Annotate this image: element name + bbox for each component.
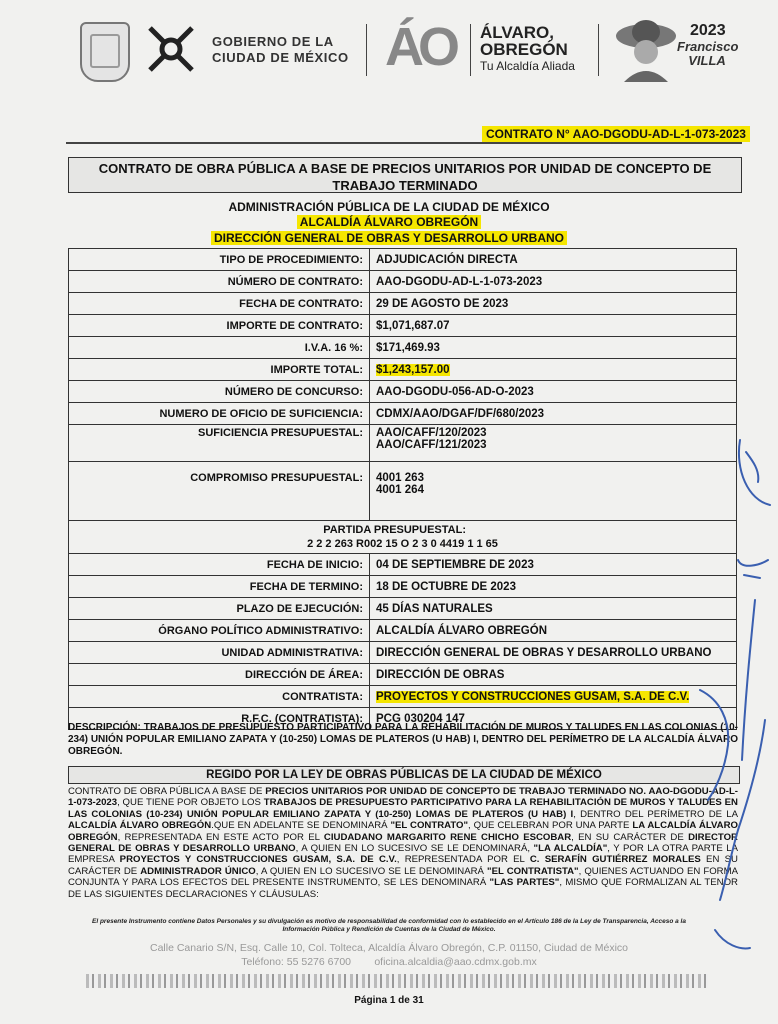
row-label: NÚMERO DE CONCURSO: <box>69 381 370 403</box>
table-row <box>69 381 737 403</box>
row-value: 04 DE SEPTIEMBRE DE 2023 <box>370 554 737 576</box>
header-divider <box>598 24 599 76</box>
contract-data-table <box>68 248 737 730</box>
row-value-line: AAO/CAFF/121/2023 <box>376 439 487 451</box>
villa-line1: Francisco <box>677 39 739 54</box>
row-label: IMPORTE TOTAL: <box>69 359 370 381</box>
table-row <box>69 598 737 620</box>
row-value: 45 DÍAS NATURALES <box>370 598 737 620</box>
table-row <box>69 642 737 664</box>
row-label: FECHA DE INICIO: <box>69 554 370 576</box>
admin-line3: DIRECCIÓN GENERAL DE OBRAS Y DESARROLLO URBANO <box>0 231 778 245</box>
contract-title: CONTRATO DE OBRA PÚBLICA A BASE DE PRECIOS UNITARIOS POR UNIDAD DE CONCEPTO DE TRABAJO TERMINADO <box>68 157 742 193</box>
total-amount: $1,243,157.00 <box>376 363 450 376</box>
regido-banner: REGIDO POR LA LEY DE OBRAS PÚBLICAS DE LA CIUDAD DE MÉXICO <box>68 766 740 784</box>
cdmx-emblem-icon <box>142 20 200 78</box>
row-label: DIRECCIÓN DE ÁREA: <box>69 664 370 686</box>
row-label: NUMERO DE OFICIO DE SUFICIENCIA: <box>69 403 370 425</box>
ao-wordmark <box>480 24 575 75</box>
row-value <box>370 359 737 381</box>
header-divider <box>470 24 471 76</box>
row-value: 18 DE OCTUBRE DE 2023 <box>370 576 737 598</box>
row-label: PARTIDA PRESUPUESTAL: <box>323 524 466 536</box>
villa-line2: VILLA <box>688 53 726 68</box>
row-value: 2 2 2 263 R002 15 O 2 3 0 4419 1 1 65 <box>307 538 498 550</box>
row-label: ÓRGANO POLÍTICO ADMINISTRATIVO: <box>69 620 370 642</box>
row-value: CDMX/AAO/DGAF/DF/680/2023 <box>370 403 737 425</box>
row-label: SUFICIENCIA PRESUPUESTAL: <box>69 425 370 462</box>
contractor-name: PROYECTOS Y CONSTRUCCIONES GUSAM, S.A. DE C.V. <box>376 690 690 703</box>
row-label: PLAZO DE EJECUCIÓN: <box>69 598 370 620</box>
gov-line1: GOBIERNO DE LA <box>212 34 334 49</box>
table-row <box>69 664 737 686</box>
row-value: ALCALDÍA ÁLVARO OBREGÓN <box>370 620 737 642</box>
contract-number: CONTRATO N° AAO-DGODU-AD-L-1-073-2023 <box>482 126 750 142</box>
row-value: $171,469.93 <box>370 337 737 359</box>
gov-line2: CIUDAD DE MÉXICO <box>212 50 349 65</box>
row-label: NÚMERO DE CONTRATO: <box>69 271 370 293</box>
privacy-footnote: El presente Instrumento contiene Datos Personales y su divulgación es motivo de responsabilidad de conformidad con lo establecido en el Artículo 186 de la Ley de Transparencia, Acceso a la Información Pública y Rendición de Cuentas de la Ciudad de México. <box>92 918 686 933</box>
description: DESCRIPCIÓN: TRABAJOS DE PRESUPUESTO PARTICIPATIVO PARA LA REHABILITACIÓN DE MUROS Y TALUDES EN LAS COLONIAS (10-234) UNIÓN POPULAR EMILIANO ZAPATA Y (10-250) LOMAS DE PLATEROS (U HAB) I, DENTRO DEL PERÍMETRO DE LA ALCALDÍA ÁLVARO OBREGÓN. <box>68 722 738 757</box>
row-label: IMPORTE DE CONTRATO: <box>69 315 370 337</box>
row-value: AAO-DGODU-056-AD-O-2023 <box>370 381 737 403</box>
row-value: DIRECCIÓN DE OBRAS <box>370 664 737 686</box>
row-value-line: AAO/CAFF/120/2023 <box>376 427 487 439</box>
header-rule <box>66 142 742 144</box>
table-row <box>69 293 737 315</box>
row-value: PCG 030204 147 <box>370 708 737 730</box>
row-label: I.V.A. 16 %: <box>69 337 370 359</box>
ao-tagline: Tu Alcaldía Aliada <box>480 59 575 73</box>
table-row <box>69 521 737 554</box>
row-value: DIRECCIÓN GENERAL DE OBRAS Y DESARROLLO URBANO <box>370 642 737 664</box>
row-value <box>370 686 737 708</box>
page-number: Página 1 de 31 <box>354 995 424 1006</box>
row-value: ADJUDICACIÓN DIRECTA <box>370 249 737 271</box>
table-row <box>69 359 737 381</box>
table-row <box>69 249 737 271</box>
gov-cdmx-text <box>212 34 349 66</box>
row-label: CONTRATISTA: <box>69 686 370 708</box>
admin-line1: ADMINISTRACIÓN PÚBLICA DE LA CIUDAD DE MÉXICO <box>228 200 550 214</box>
table-row <box>69 403 737 425</box>
villa-year: 2023 <box>690 22 726 39</box>
row-value-line: 4001 264 <box>376 484 424 496</box>
ao-logo: ÁO <box>385 17 454 77</box>
row-value <box>370 462 737 521</box>
table-row <box>69 576 737 598</box>
table-row <box>69 686 737 708</box>
address-line: Calle Canario S/N, Esq. Calle 10, Col. Tolteca, Alcaldía Álvaro Obregón, C.P. 01150, Ciudad de México <box>149 942 628 954</box>
row-value-line: 4001 263 <box>376 472 424 484</box>
contact-line: Teléfono: 55 5276 6700 oficina.alcaldia@aao.cdmx.gob.mx <box>241 956 537 968</box>
table-row <box>69 620 737 642</box>
table-row <box>69 425 737 462</box>
table-row <box>69 337 737 359</box>
row-label: FECHA DE TERMINO: <box>69 576 370 598</box>
table-row <box>69 315 737 337</box>
row-label: FECHA DE CONTRATO: <box>69 293 370 315</box>
admin-line2: ALCALDÍA ÁLVARO OBREGÓN <box>0 215 778 229</box>
row-label: COMPROMISO PRESUPUESTAL: <box>69 462 370 521</box>
ao-line1: ÁLVARO, <box>480 23 554 42</box>
partida-cell <box>69 521 737 554</box>
row-label: TIPO DE PROCEDIMIENTO: <box>69 249 370 271</box>
ao-line2: OBREGÓN <box>480 40 568 59</box>
table-row <box>69 554 737 576</box>
row-value: AAO-DGODU-AD-L-1-073-2023 <box>370 271 737 293</box>
villa-name <box>677 40 737 68</box>
row-label: R.F.C. (CONTRATISTA): <box>69 708 370 730</box>
row-label: UNIDAD ADMINISTRATIVA: <box>69 642 370 664</box>
table-row <box>69 462 737 521</box>
row-value: $1,071,687.07 <box>370 315 737 337</box>
decorative-pattern-bar <box>86 974 708 988</box>
cdmx-shield-icon <box>80 22 130 82</box>
header-divider <box>366 24 367 76</box>
contract-preamble: CONTRATO DE OBRA PÚBLICA A BASE DE PRECIOS UNITARIOS POR UNIDAD DE CONCEPTO DE TRABAJO TERMINADO NO. AAO-DGODU-AD-L-1-073-2023, QUE TIENE POR OBJETO LOS TRABAJOS DE PRESUPUESTO PARTICIPATIVO PARA LA REHABILITACIÓN DE MUROS Y TALUDES EN LAS COLONIAS (10-234) UNIÓN POPULAR EMILIANO ZAPATA Y (10-250) LOMAS DE PLATEROS (U HAB) I, DENTRO DEL PERÍMETRO DE LA ALCALDÍA ÁLVARO OBREGÓN.QUE EN ADELANTE SE DENOMINARÁ "EL CONTRATO", QUE CELEBRAN POR UNA PARTE LA ALCALDÍA ÁLVARO OBREGÓN, REPRESENTADA EN ESTE ACTO POR EL CIUDADANO MARGARITO RENE CHICHO ESCOBAR, EN SU CARÁCTER DE DIRECTOR GENERAL DE OBRAS Y DESARROLLO URBANO, A QUIEN EN LO SUCESIVO SE LE DENOMINARÁ, "LA ALCALDÍA", Y POR LA OTRA PARTE LA EMPRESA PROYECTOS Y CONSTRUCCIONES GUSAM, S.A. DE C.V., REPRESENTADA POR EL C. SERAFÍN GUTIÉRREZ MORALES EN SU CARÁCTER DE ADMINISTRADOR ÚNICO, A QUIEN EN LO SUCESIVO SE LE DENOMINARÁ "EL CONTRATISTA", QUIENES ACTUANDO EN FORMA CONJUNTA Y PARA LOS EFECTOS DEL PRESENTE INSTRUMENTO, SE LES DENOMINARÁ "LAS PARTES", MISMO QUE FORMALIZAN AL TENOR DE LAS SIGUIENTES DECLARACIONES Y CLÁUSULAS: <box>68 786 739 900</box>
row-value <box>370 425 737 462</box>
table-row <box>69 271 737 293</box>
row-value: 29 DE AGOSTO DE 2023 <box>370 293 737 315</box>
